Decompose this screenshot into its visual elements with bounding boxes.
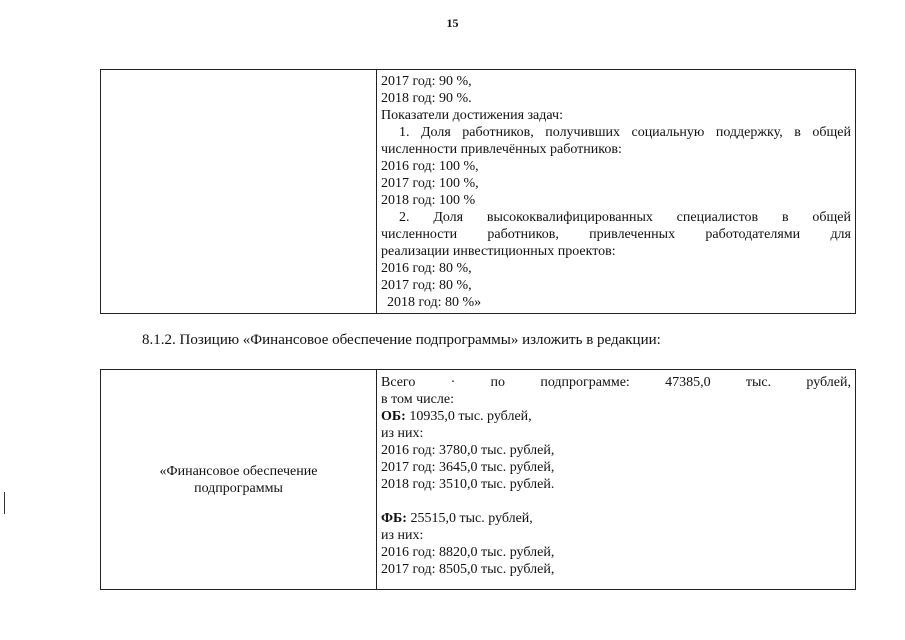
text-line: численности привлечённых работников: [381,142,622,157]
financing-table [100,369,856,590]
indicators-right-cell [377,70,855,313]
text-line: 2017 год: 90 %, [381,74,472,89]
text-line: 2016 год: 100 %, [381,159,479,174]
text-line: реализации инвестиционных проектов: [381,244,616,259]
ob-year-line: 2016 год: 3780,0 тыс. рублей, [381,443,555,458]
text-line: 1. Доля работников, получивших социальную поддержку, в общей [399,125,851,140]
ob-value: 10935,0 тыс. рублей, [409,409,532,424]
financing-label-line2: подпрограммы [194,480,283,496]
fb-label: ФБ: [381,511,407,526]
text-line: 2018 год: 100 % [381,193,476,208]
text-line: Показатели достижения задач: [381,108,563,123]
page-number: 15 [446,16,459,30]
indicators-table [100,69,856,314]
financing-right-cell [377,370,855,589]
fb-line [381,510,851,527]
text-line: 2017 год: 100 %, [381,176,479,191]
text-line: 2018 год: 80 %» [387,295,482,310]
text-line: численности работников, привлеченных работодателями для [381,227,851,242]
fb-sub: из них: [381,528,424,543]
financing-left-cell [101,370,377,589]
text-line: 2016 год: 80 %, [381,261,472,276]
ob-year-line: 2018 год: 3510,0 тыс. рублей. [381,477,555,492]
ob-sub: из них: [381,426,424,441]
total-sub: в том числе: [381,392,454,407]
financing-label-line1: «Финансовое обеспечение [159,463,318,479]
text-line: 2. Доля высококвалифицированных специалистов в общей [399,210,851,225]
text-line: 2018 год: 90 %. [381,91,472,106]
fb-year-line: 2016 год: 8820,0 тыс. рублей, [381,545,555,560]
fb-year-line: 2017 год: 8505,0 тыс. рублей, [381,562,555,577]
section-caption: 8.1.2. Позицию «Финансовое обеспечение подпрограммы» изложить в редакции: [142,332,661,348]
scan-margin-mark [4,492,5,514]
fb-value: 25515,0 тыс. рублей, [410,511,533,526]
ob-year-line: 2017 год: 3645,0 тыс. рублей, [381,460,555,475]
spacer [381,493,851,510]
indicators-left-cell [101,70,377,313]
ob-label: ОБ: [381,409,406,424]
ob-line [381,408,851,425]
text-line: 2017 год: 80 %, [381,278,472,293]
total-line: Всего · по подпрограмме: 47385,0 тыс. рублей, [381,375,851,390]
